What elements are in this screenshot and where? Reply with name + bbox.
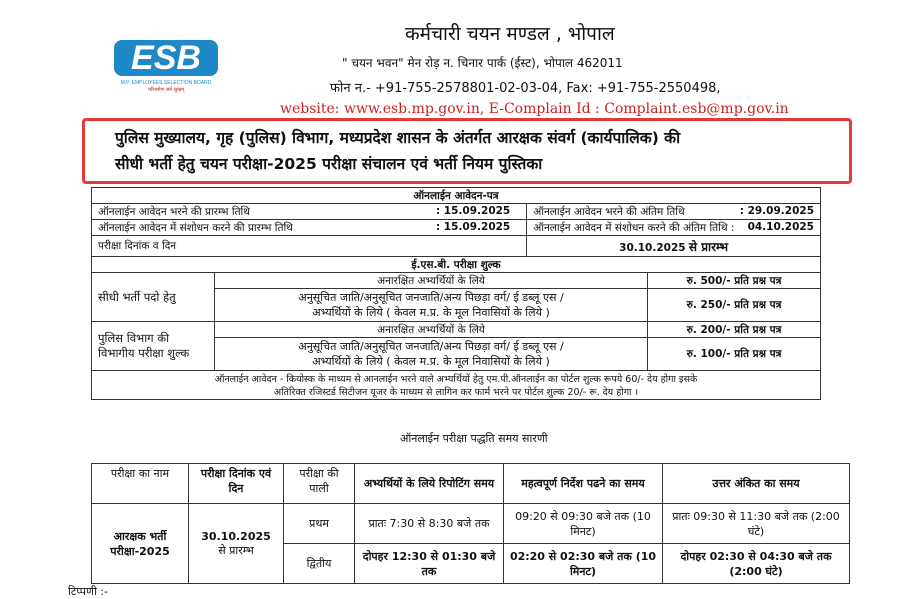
edit-end-date-cell: ऑनलाईन आवेदन में संशोधन करने की अंतिम तिथि : 04.10.2025 xyxy=(527,220,821,236)
answer-2: दोपहर 02:30 से 04:30 बजे तक (2:00 घंटे) xyxy=(663,544,850,584)
reporting-1: प्रातः 7:30 से 8:30 बजे तक xyxy=(355,504,504,544)
header-reporting: अभ्यर्थियों के लिये रिपोटिंग समय xyxy=(355,464,504,504)
unreserved-label: अनारक्षित अभ्यर्थियों के लिये xyxy=(215,273,648,289)
exam-date-value: 30.10.2025 से प्रारम्भ xyxy=(527,236,821,257)
org-address: " चयन भवन" मेन रोड़ न. चिनार पार्क (ईस्ट), भोपाल 462011 xyxy=(342,56,623,70)
footer-note: टिप्पणी :- xyxy=(68,585,109,598)
direct-reserved-fee: रु. 250/- प्रति प्रश्न पत्र xyxy=(648,289,821,322)
shift-1: प्रथम xyxy=(284,504,355,544)
schedule-caption: ऑनलाईन परीक्षा पद्धति समय सारणी xyxy=(400,432,548,445)
header-exam-date: परीक्षा दिनांक एवं दिन xyxy=(189,464,284,504)
esb-logo xyxy=(112,36,220,94)
exam-name-cell: आरक्षक भर्ती परीक्षा-2025 xyxy=(92,504,189,584)
police-unreserved-fee: रु. 200/- प्रति प्रश्न पत्र xyxy=(648,322,821,338)
dates-heading: ऑनलाईन आवेदन-पत्र xyxy=(92,188,821,204)
header-shift: परीक्षा की पाली xyxy=(284,464,355,504)
direct-unreserved-fee: रु. 500/- प्रति प्रश्न पत्र xyxy=(648,273,821,289)
instructions-1: 09:20 से 09:30 बजे तक (10 मिनट) xyxy=(504,504,663,544)
header-instructions: महत्वपूर्ण निर्देश पढने का समय xyxy=(504,464,663,504)
exam-date-cell: 30.10.2025 से प्रारम्भ xyxy=(189,504,284,584)
answer-1: प्रातः 09:30 से 11:30 बजे तक (2:00 घंटे) xyxy=(663,504,850,544)
exam-date-label: परीक्षा दिनांक व दिन xyxy=(92,236,527,257)
title-line-2: सीधी भर्ती हेतु चयन परीक्षा-2025 परीक्षा संचालन एवं भर्ती नियम पुस्तिका xyxy=(115,155,543,173)
police-reserved-fee: रु. 100/- प्रति प्रश्न पत्र xyxy=(648,338,821,371)
org-name: कर्मचारी चयन मण्डल , भोपाल xyxy=(405,23,615,45)
reporting-2: दोपहर 12:30 से 01:30 बजे तक xyxy=(355,544,504,584)
police-dept-label: पुलिस विभाग की विभागीय परीक्षा शुल्क xyxy=(92,322,215,371)
svg-text:परिश्रमेण सर्व सुखम्: परिश्रमेण सर्व सुखम् xyxy=(147,87,185,93)
reserved-label-2: अनुसूचित जाति/अनुसूचित जनजाति/अन्य पिछड़ा वर्ग/ ई डब्लू एस / अभ्यर्थियों के लिये ( केवल म.प्र. के मूल निवासियों के लिये ) xyxy=(215,338,648,371)
header-exam-name: परीक्षा का नाम xyxy=(92,464,189,504)
org-phone: फोन न.- +91-755-2578801-02-03-04, Fax: +91-755-2550498, xyxy=(330,81,721,96)
fees-heading: ई.एस.बी. परीक्षा शुल्क xyxy=(92,257,821,273)
svg-text:M.P. EMPLOYEES SELECTION BOARD: M.P. EMPLOYEES SELECTION BOARD xyxy=(120,80,212,86)
reserved-label: अनुसूचित जाति/अनुसूचित जनजाति/अन्य पिछड़ा वर्ग/ ई डब्लू एस / अभ्यर्थियों के लिये ( केवल म.प्र. के मूल निवासियों के लिये ) xyxy=(215,289,648,322)
schedule-table xyxy=(91,463,850,584)
title-line-1: पुलिस मुख्यालय, गृह (पुलिस) विभाग, मध्यप्रदेश शासन के अंतर्गत आरक्षक संवर्ग (कार्यपालिक) की xyxy=(115,129,681,147)
svg-text:ESB: ESB xyxy=(131,39,201,77)
portal-fee-note: ऑनलाईन आवेदन - कियोस्क के माध्यम से आनलाईन भरने वाले अभ्यर्थियों हेतु एम.पी.ऑनलाईन का पोर्टल शुल्क रूपये 60/- देय होगा इसके अतिरिक्त रजिस्टर्ड सिटीजन यूजर के माध्यम से लागिन कर फार्म भरने पर पोर्टल शुल्क 20/- रू. देय होगा । xyxy=(92,371,821,400)
shift-2: द्वितीय xyxy=(284,544,355,584)
end-date-cell: ऑनलाईन आवेदन भरने की अंतिम तिथि : 29.09.2025 xyxy=(527,204,821,220)
start-date-cell: ऑनलाईन आवेदन भरने की प्रारम्भ तिथि : 15.09.2025 xyxy=(92,204,527,220)
esb-logo-icon xyxy=(112,36,220,94)
org-website[interactable]: website: www.esb.mp.gov.in, E-Complain Id : Complaint.esb@mp.gov.in xyxy=(280,101,789,117)
header-answer: उत्तर अंकित का समय xyxy=(663,464,850,504)
page-title xyxy=(82,118,852,184)
unreserved-label-2: अनारक्षित अभ्यर्थियों के लिये xyxy=(215,322,648,338)
direct-recruitment-label: सीधी भर्ती पदो हेतु xyxy=(92,273,215,322)
application-fee-table xyxy=(91,187,821,400)
edit-start-date-cell: ऑनलाईन आवेदन में संशोधन करने की प्रारम्भ तिथि : 15.09.2025 xyxy=(92,220,527,236)
instructions-2: 02:20 से 02:30 बजे तक (10 मिनट) xyxy=(504,544,663,584)
